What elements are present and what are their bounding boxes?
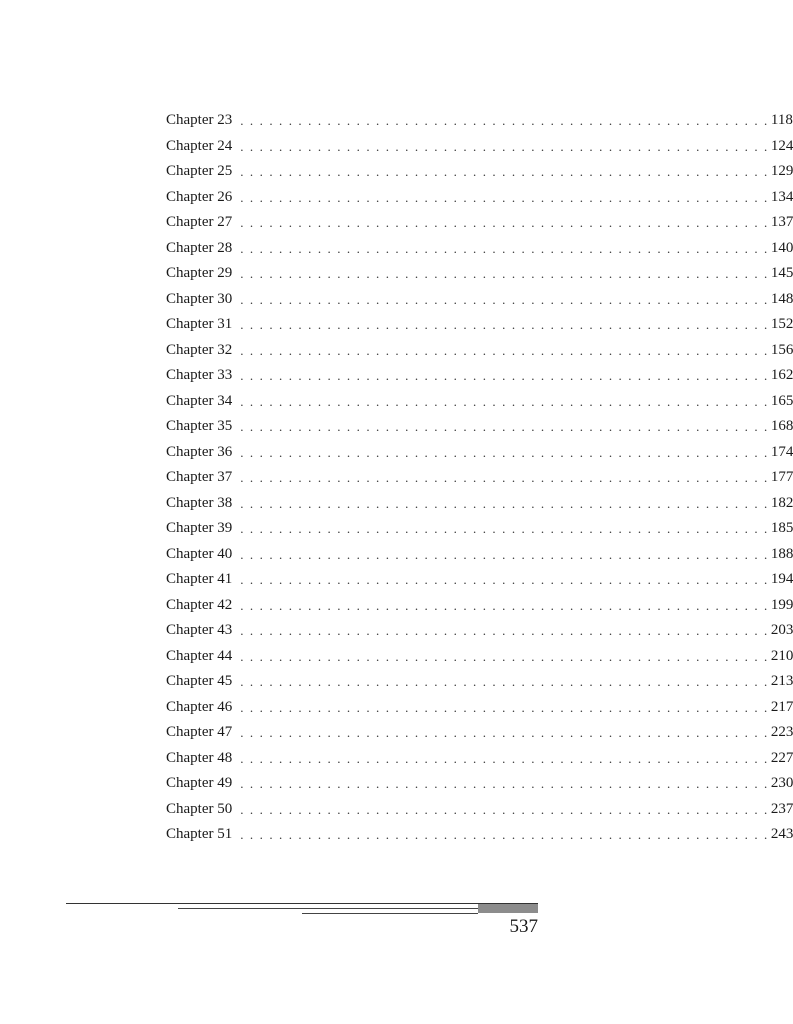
toc-entry[interactable] (166, 287, 793, 313)
toc-entry-label: Chapter 39 (166, 520, 233, 537)
toc-entry[interactable] (166, 516, 793, 542)
toc-dot-leader: . . . . . . . . . . . . . . . . . . . . . . . . . . . . . . . . . . . . . . . . . . . . . . . . . . . . . . . (240, 470, 769, 486)
toc-dot-leader: . . . . . . . . . . . . . . . . . . . . . . . . . . . . . . . . . . . . . . . . . . . . . . . . . . . . . . . (240, 189, 769, 205)
footer-rule-short (302, 913, 478, 914)
toc-dot-leader: . . . . . . . . . . . . . . . . . . . . . . . . . . . . . . . . . . . . . . . . . . . . . . . . . . . . . . . (240, 597, 769, 613)
toc-entry[interactable] (166, 338, 793, 364)
toc-dot-leader: . . . . . . . . . . . . . . . . . . . . . . . . . . . . . . . . . . . . . . . . . . . . . . . . . . . . . . . (240, 546, 769, 562)
toc-entry[interactable] (166, 185, 793, 211)
footer-gray-bar (478, 904, 538, 913)
footer-rule-middle (178, 908, 478, 909)
toc-dot-leader: . . . . . . . . . . . . . . . . . . . . . . . . . . . . . . . . . . . . . . . . . . . . . . . . . . . . . . . (240, 317, 769, 333)
toc-entry-label: Chapter 30 (166, 290, 233, 307)
toc-entry-label: Chapter 48 (166, 749, 233, 766)
toc-entry-page-number: 145 (770, 265, 793, 282)
toc-entry[interactable] (166, 210, 793, 236)
toc-entry-label: Chapter 51 (166, 826, 233, 843)
toc-entry[interactable] (166, 695, 793, 721)
toc-dot-leader: . . . . . . . . . . . . . . . . . . . . . . . . . . . . . . . . . . . . . . . . . . . . . . . . . . . . . . . (240, 393, 769, 409)
footer-rule-long (66, 903, 538, 904)
toc-entry-page-number: 148 (770, 290, 793, 307)
toc-entry[interactable] (166, 618, 793, 644)
toc-entry[interactable] (166, 440, 793, 466)
toc-dot-leader: . . . . . . . . . . . . . . . . . . . . . . . . . . . . . . . . . . . . . . . . . . . . . . . . . . . . . . . (240, 674, 769, 690)
toc-entry-page-number: 156 (770, 341, 793, 358)
toc-entry-label: Chapter 46 (166, 698, 233, 715)
toc-entry-page-number: 182 (770, 494, 793, 511)
toc-entry-label: Chapter 26 (166, 188, 233, 205)
toc-entry-label: Chapter 38 (166, 494, 233, 511)
toc-entry[interactable] (166, 669, 793, 695)
toc-entry-page-number: 168 (770, 418, 793, 435)
toc-entry[interactable] (166, 414, 793, 440)
toc-entry-label: Chapter 36 (166, 443, 233, 460)
toc-dot-leader: . . . . . . . . . . . . . . . . . . . . . . . . . . . . . . . . . . . . . . . . . . . . . . . . . . . . . . . (240, 725, 769, 741)
toc-dot-leader: . . . . . . . . . . . . . . . . . . . . . . . . . . . . . . . . . . . . . . . . . . . . . . . . . . . . . . . (240, 827, 769, 843)
toc-dot-leader: . . . . . . . . . . . . . . . . . . . . . . . . . . . . . . . . . . . . . . . . . . . . . . . . . . . . . . . (240, 215, 769, 231)
toc-dot-leader: . . . . . . . . . . . . . . . . . . . . . . . . . . . . . . . . . . . . . . . . . . . . . . . . . . . . . . . (240, 648, 769, 664)
toc-entry-page-number: 137 (770, 214, 793, 231)
toc-entry-page-number: 243 (770, 826, 793, 843)
toc-entry-page-number: 140 (770, 239, 793, 256)
toc-entry-page-number: 199 (770, 596, 793, 613)
toc-entry[interactable] (166, 134, 793, 160)
toc-dot-leader: . . . . . . . . . . . . . . . . . . . . . . . . . . . . . . . . . . . . . . . . . . . . . . . . . . . . . . . (240, 368, 769, 384)
toc-entry-page-number: 174 (770, 443, 793, 460)
toc-dot-leader: . . . . . . . . . . . . . . . . . . . . . . . . . . . . . . . . . . . . . . . . . . . . . . . . . . . . . . . (240, 444, 769, 460)
toc-entry-page-number: 237 (770, 800, 793, 817)
toc-entry-label: Chapter 47 (166, 724, 233, 741)
toc-entry[interactable] (166, 746, 793, 772)
toc-entry[interactable] (166, 542, 793, 568)
toc-entry-label: Chapter 40 (166, 545, 233, 562)
toc-entry-page-number: 217 (770, 698, 793, 715)
page-number: 537 (509, 916, 538, 937)
toc-dot-leader: . . . . . . . . . . . . . . . . . . . . . . . . . . . . . . . . . . . . . . . . . . . . . . . . . . . . . . . (240, 750, 769, 766)
toc-entry-page-number: 227 (770, 749, 793, 766)
toc-entry[interactable] (166, 159, 793, 185)
toc-entry-page-number: 165 (770, 392, 793, 409)
toc-entry-page-number: 118 (770, 112, 793, 129)
toc-entry-label: Chapter 42 (166, 596, 233, 613)
toc-entry-page-number: 188 (770, 545, 793, 562)
toc-entry-page-number: 203 (770, 622, 793, 639)
toc-entry-label: Chapter 35 (166, 418, 233, 435)
toc-entry-label: Chapter 34 (166, 392, 233, 409)
toc-entry-label: Chapter 37 (166, 469, 233, 486)
toc-entry-page-number: 152 (770, 316, 793, 333)
toc-entry-page-number: 194 (770, 571, 793, 588)
toc-entry-label: Chapter 41 (166, 571, 233, 588)
toc-entry[interactable] (166, 312, 793, 338)
toc-entry-label: Chapter 28 (166, 239, 233, 256)
toc-entry-label: Chapter 24 (166, 137, 233, 154)
toc-dot-leader: . . . . . . . . . . . . . . . . . . . . . . . . . . . . . . . . . . . . . . . . . . . . . . . . . . . . . . . (240, 623, 769, 639)
toc-entry-label: Chapter 23 (166, 112, 233, 129)
toc-entry[interactable] (166, 108, 793, 134)
toc-entry[interactable] (166, 593, 793, 619)
toc-entry-label: Chapter 49 (166, 775, 233, 792)
toc-dot-leader: . . . . . . . . . . . . . . . . . . . . . . . . . . . . . . . . . . . . . . . . . . . . . . . . . . . . . . . (240, 521, 769, 537)
toc-dot-leader: . . . . . . . . . . . . . . . . . . . . . . . . . . . . . . . . . . . . . . . . . . . . . . . . . . . . . . . (240, 699, 769, 715)
toc-entry-page-number: 213 (770, 673, 793, 690)
toc-entry[interactable] (166, 567, 793, 593)
toc-entry-label: Chapter 43 (166, 622, 233, 639)
toc-dot-leader: . . . . . . . . . . . . . . . . . . . . . . . . . . . . . . . . . . . . . . . . . . . . . . . . . . . . . . . (240, 342, 769, 358)
toc-dot-leader: . . . . . . . . . . . . . . . . . . . . . . . . . . . . . . . . . . . . . . . . . . . . . . . . . . . . . . . (240, 572, 769, 588)
toc-entry-label: Chapter 29 (166, 265, 233, 282)
toc-entry-label: Chapter 31 (166, 316, 233, 333)
toc-dot-leader: . . . . . . . . . . . . . . . . . . . . . . . . . . . . . . . . . . . . . . . . . . . . . . . . . . . . . . . (240, 164, 769, 180)
toc-dot-leader: . . . . . . . . . . . . . . . . . . . . . . . . . . . . . . . . . . . . . . . . . . . . . . . . . . . . . . . (240, 240, 769, 256)
toc-entry-page-number: 223 (770, 724, 793, 741)
toc-entry[interactable] (166, 797, 793, 823)
toc-entry[interactable] (166, 771, 793, 797)
toc-entry-page-number: 134 (770, 188, 793, 205)
toc-entry[interactable] (166, 720, 793, 746)
toc-entry-label: Chapter 44 (166, 647, 233, 664)
toc-entry-page-number: 185 (770, 520, 793, 537)
toc-dot-leader: . . . . . . . . . . . . . . . . . . . . . . . . . . . . . . . . . . . . . . . . . . . . . . . . . . . . . . . (240, 495, 769, 511)
toc-entry-page-number: 177 (770, 469, 793, 486)
toc-entry[interactable] (166, 236, 793, 262)
toc-entry-page-number: 162 (770, 367, 793, 384)
toc-entry-label: Chapter 45 (166, 673, 233, 690)
toc-entry-page-number: 124 (770, 137, 793, 154)
toc-entry-page-number: 210 (770, 647, 793, 664)
toc-dot-leader: . . . . . . . . . . . . . . . . . . . . . . . . . . . . . . . . . . . . . . . . . . . . . . . . . . . . . . . (240, 138, 769, 154)
toc-dot-leader: . . . . . . . . . . . . . . . . . . . . . . . . . . . . . . . . . . . . . . . . . . . . . . . . . . . . . . . (240, 776, 769, 792)
toc-dot-leader: . . . . . . . . . . . . . . . . . . . . . . . . . . . . . . . . . . . . . . . . . . . . . . . . . . . . . . . (240, 801, 769, 817)
toc-entry[interactable] (166, 644, 793, 670)
toc-entry[interactable] (166, 491, 793, 517)
toc-entry-label: Chapter 25 (166, 163, 233, 180)
toc-dot-leader: . . . . . . . . . . . . . . . . . . . . . . . . . . . . . . . . . . . . . . . . . . . . . . . . . . . . . . . (240, 291, 769, 307)
toc-entry[interactable] (166, 465, 793, 491)
toc-dot-leader: . . . . . . . . . . . . . . . . . . . . . . . . . . . . . . . . . . . . . . . . . . . . . . . . . . . . . . . (240, 419, 769, 435)
toc-dot-leader: . . . . . . . . . . . . . . . . . . . . . . . . . . . . . . . . . . . . . . . . . . . . . . . . . . . . . . . (240, 113, 769, 129)
toc-entry[interactable] (166, 363, 793, 389)
toc-entry-label: Chapter 50 (166, 800, 233, 817)
table-of-contents (166, 108, 793, 848)
toc-entry-label: Chapter 33 (166, 367, 233, 384)
toc-entry-label: Chapter 27 (166, 214, 233, 231)
toc-entry[interactable] (166, 822, 793, 848)
toc-entry-page-number: 129 (770, 163, 793, 180)
toc-entry[interactable] (166, 389, 793, 415)
toc-entry-label: Chapter 32 (166, 341, 233, 358)
toc-entry[interactable] (166, 261, 793, 287)
toc-entry-page-number: 230 (770, 775, 793, 792)
toc-dot-leader: . . . . . . . . . . . . . . . . . . . . . . . . . . . . . . . . . . . . . . . . . . . . . . . . . . . . . . . (240, 266, 769, 282)
